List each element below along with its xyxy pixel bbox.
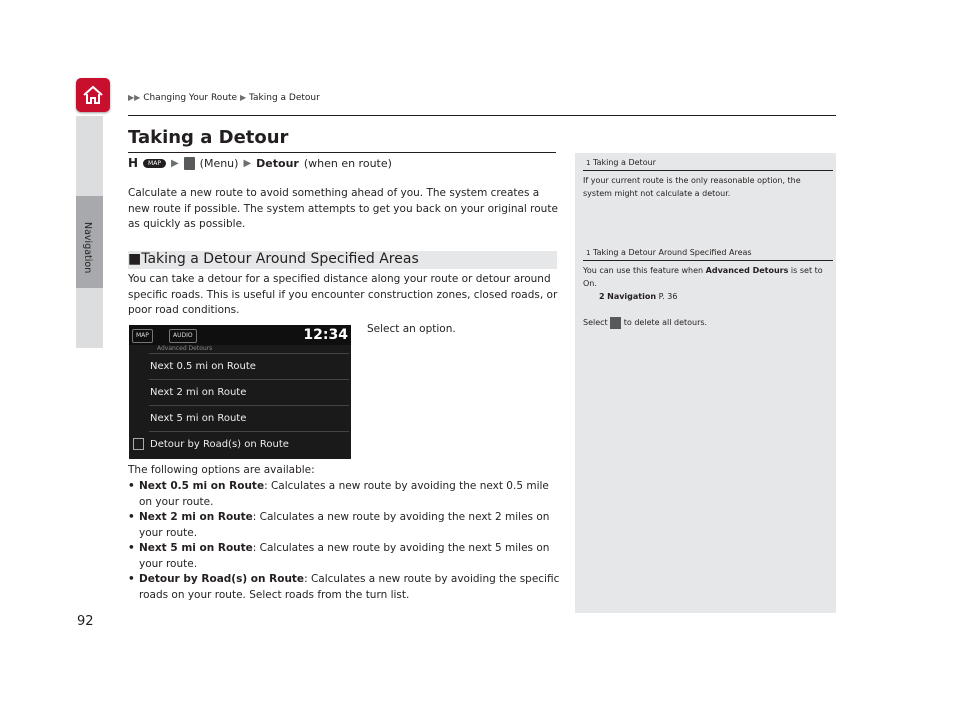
- screen-clock: 12:34: [303, 327, 348, 343]
- navigation-reference-link[interactable]: 2 Navigation P. 36: [599, 292, 678, 301]
- note-heading: 1 Taking a Detour Around Specified Areas: [586, 248, 752, 257]
- list-item: • Next 2 mi on Route: Calculates a new route by avoiding the next 2 miles on your route.: [128, 511, 550, 539]
- screen-option: Detour by Road(s) on Route: [149, 431, 349, 457]
- trash-icon: [610, 317, 621, 329]
- divider: [128, 152, 556, 153]
- intro-paragraph: Calculate a new route to avoid something ahead of you. The system creates a new route if possible. The system attempts to get you back on your original route as quickly as possible.: [128, 187, 558, 230]
- breadcrumb-arrow-icon: ▶▶: [128, 93, 141, 102]
- list-item: • Next 0.5 mi on Route: Calculates a new route by avoiding the next 0.5 mile on your route.: [128, 480, 549, 508]
- page-title: Taking a Detour: [128, 127, 289, 148]
- list-item: • Detour by Road(s) on Route: Calculates a new route by avoiding the specific roads on your route. Select roads from the turn list.: [128, 573, 560, 601]
- side-tab-lower: [76, 288, 103, 348]
- note-divider: [583, 170, 833, 171]
- page-number: 92: [77, 614, 94, 629]
- select-instruction: Select an option.: [367, 323, 456, 335]
- home-button[interactable]: [76, 78, 110, 112]
- note-divider: [583, 260, 833, 261]
- section-heading: [128, 251, 557, 269]
- note-heading: 1 Taking a Detour: [586, 158, 656, 167]
- breadcrumb-item[interactable]: Changing Your Route: [143, 93, 238, 103]
- options-intro: The following options are available:: [128, 464, 315, 476]
- section-paragraph: You can take a detour for a specified distance along your route or detour around specific roads. This is useful if you encounter construction zones, closed roads, or poor road conditions.: [128, 273, 558, 316]
- home-symbol: H: [128, 156, 139, 170]
- screen-header: Advanced Detours: [157, 345, 213, 352]
- breadcrumb: [128, 93, 320, 103]
- list-item: • Next 5 mi on Route: Calculates a new route by avoiding the next 5 miles on your route.: [128, 542, 550, 570]
- menu-path: [128, 156, 392, 170]
- screen-map-button: MAP: [132, 329, 153, 343]
- arrow-icon: ▶: [170, 157, 179, 169]
- breadcrumb-item[interactable]: Taking a Detour: [249, 93, 320, 103]
- detour-screen: [129, 325, 351, 459]
- screen-option: Next 2 mi on Route: [149, 379, 349, 405]
- screen-option: Next 0.5 mi on Route: [149, 353, 349, 379]
- trash-icon: [133, 438, 144, 450]
- menu-text: (Menu): [199, 156, 239, 170]
- arrow-icon: ▶: [243, 157, 252, 169]
- menu-icon: [184, 157, 195, 170]
- options-list: [128, 479, 560, 603]
- breadcrumb-arrow-icon: ▶: [239, 93, 247, 102]
- detour-label: Detour: [256, 156, 299, 170]
- menu-suffix: (when en route): [303, 156, 392, 170]
- home-icon: [81, 83, 105, 107]
- divider: [128, 115, 836, 116]
- navigation-tab-label: Navigation: [82, 222, 93, 274]
- note-text: If your current route is the only reasonable option, the system might not calculate a detour.: [583, 176, 801, 198]
- notes-sidebar: [575, 153, 836, 613]
- side-tab: [76, 116, 103, 196]
- section-heading-text: Taking a Detour Around Specified Areas: [141, 251, 419, 267]
- map-button-icon: MAP: [143, 159, 166, 168]
- screen-audio-button: AUDIO: [169, 329, 197, 343]
- screen-option: Next 5 mi on Route: [149, 405, 349, 431]
- section-marker: ■: [128, 251, 142, 267]
- note-text: You can use this feature when Advanced Detours is set to On. 2 Navigation P. 36 Select to delete all detours.: [583, 266, 823, 327]
